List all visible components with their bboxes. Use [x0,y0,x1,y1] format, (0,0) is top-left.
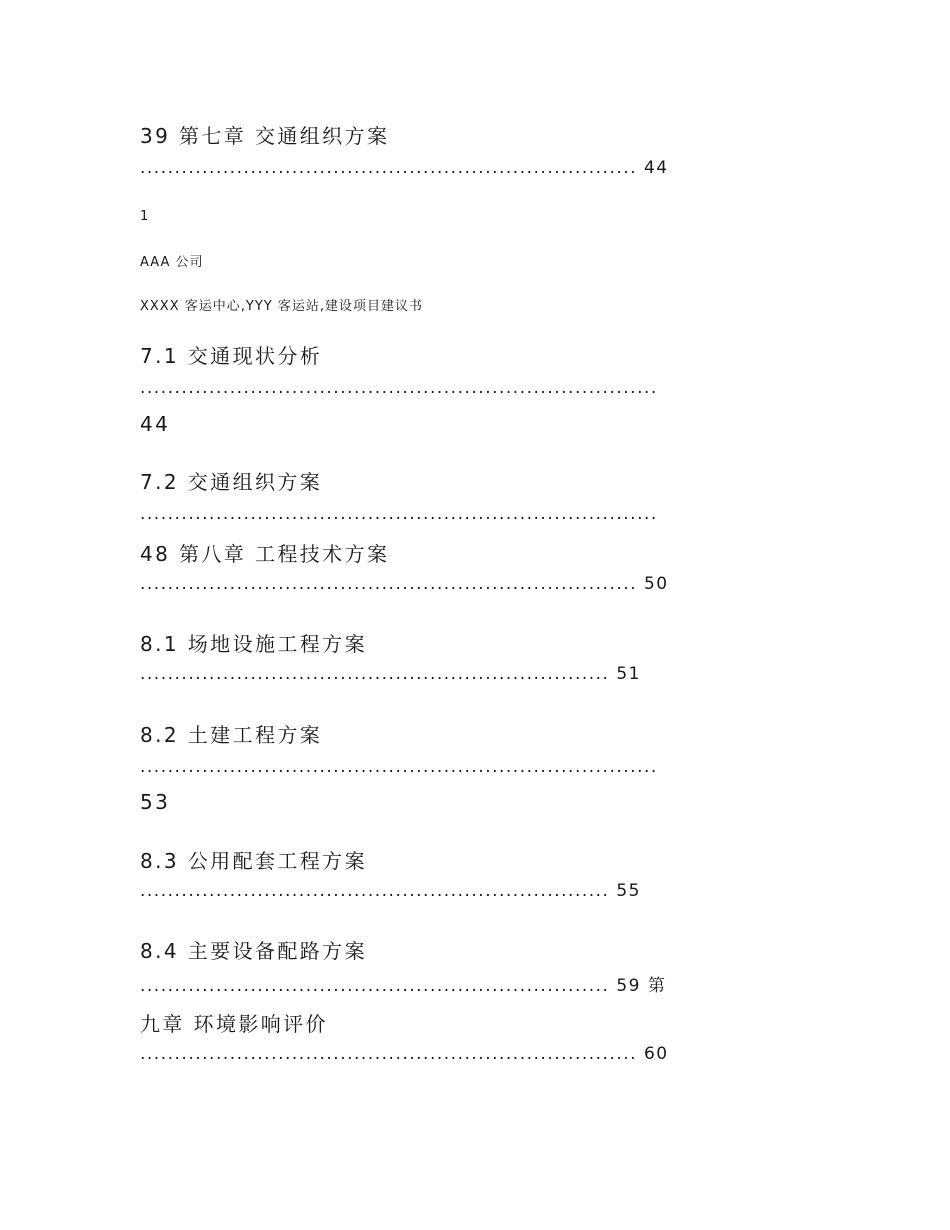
toc-leader-8-4: .................................................................... 59 第 [140,976,667,996]
toc-entry-7-2: 7.2 交通组织方案 [140,470,323,494]
toc-entry-8-1: 8.1 场地设施工程方案 [140,632,367,656]
toc-leader-chapter-7: ........................................................................ 44 [140,158,669,178]
company-name: AAA 公司 [140,255,204,270]
toc-entry-chapter-7: 39 第七章 交通组织方案 [140,124,390,148]
toc-leader-8-3: .................................................................... 55 [140,881,641,901]
toc-entry-7-1: 7.1 交通现状分析 [140,344,323,368]
page-number: 1 [140,209,150,224]
toc-page-8-2: 53 [140,790,171,814]
toc-leader-7-1: ........................................................................... [140,378,658,398]
toc-page-7-1: 44 [140,412,171,436]
toc-entry-chapter-9: 九章 环境影响评价 [140,1012,328,1036]
toc-entry-8-3: 8.3 公用配套工程方案 [140,849,367,873]
toc-leader-chapter-8: ........................................................................ 50 [140,574,669,594]
toc-leader-8-1: .................................................................... 51 [140,664,641,684]
document-header-title: XXXX 客运中心,YYY 客运站,建设项目建议书 [140,299,423,314]
toc-leader-chapter-9: ........................................................................ 60 [140,1044,669,1064]
toc-leader-8-2: ........................................................................... [140,757,658,777]
toc-entry-chapter-8: 48 第八章 工程技术方案 [140,542,390,566]
toc-leader-7-2: ........................................................................... [140,504,658,524]
toc-entry-8-2: 8.2 土建工程方案 [140,723,323,747]
toc-entry-8-4: 8.4 主要设备配路方案 [140,939,367,963]
